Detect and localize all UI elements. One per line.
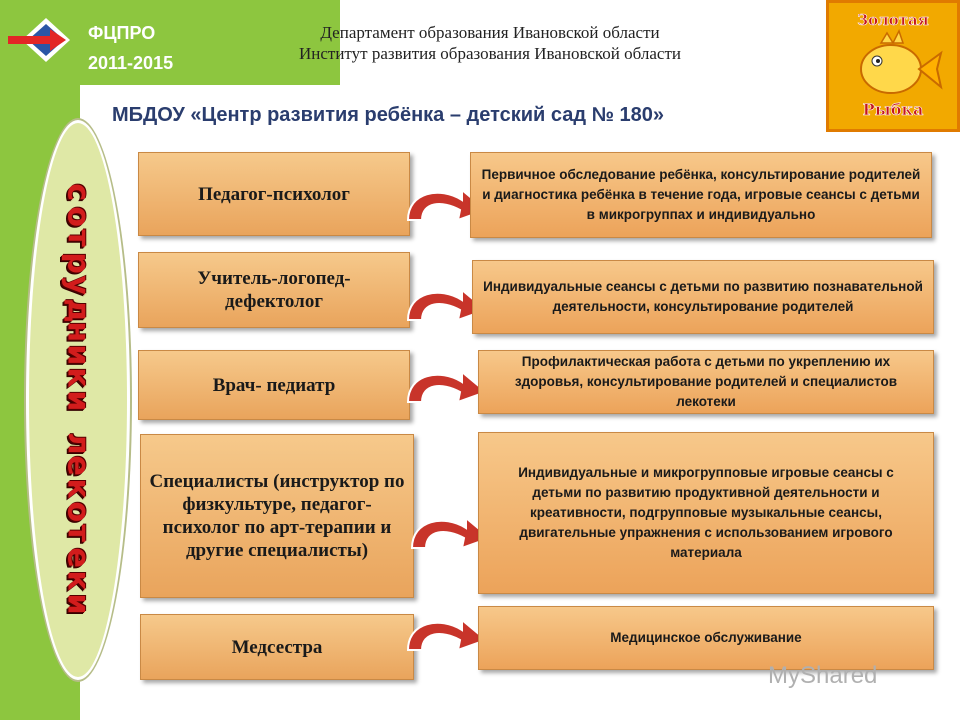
role-box-psychologist: Педагог-психолог (138, 152, 410, 236)
vertical-letter: р (60, 252, 96, 274)
department-line: Департамент образования Ивановской области (320, 23, 660, 42)
description-specialists: Индивидуальные и микрогрупповые игровые сеансы с детьми по развитию продуктивной деятельности и креативности, подгрупповые музыкальные сеансы, двигательные упражнения с использованием игрового материала (478, 432, 934, 594)
vertical-letter: л (60, 432, 96, 455)
vertical-letter: с (60, 183, 96, 202)
department-header (210, 22, 770, 64)
vertical-letter: е (60, 547, 96, 568)
vertical-letter: и (60, 390, 96, 412)
fcpro-logo-icon (6, 16, 86, 64)
description-pediatrician: Профилактическая работа с детьми по укреплению их здоровья, консультирование родителей и специалистов лекотеки (478, 350, 934, 414)
description-speech-therapist: Индивидуальные сеансы с детьми по развитию познавательной деятельности, консультирование родителей (472, 260, 934, 334)
vertical-letter: к (60, 367, 96, 388)
vertical-letter: и (60, 593, 96, 615)
institute-line: Институт развития образования Ивановской области (298, 44, 681, 63)
vertical-word-lekoteka (60, 432, 96, 616)
badge-text-bottom: Рыбка (862, 100, 924, 119)
vertical-letter: т (60, 524, 96, 542)
curved-arrow-icon (400, 610, 490, 656)
role-box-nurse: Медсестра (140, 614, 414, 680)
vertical-word-staff (60, 183, 96, 414)
vertical-letter: н (60, 321, 96, 343)
staff-oval (26, 120, 130, 680)
curved-arrow-icon (400, 362, 490, 408)
vertical-letter: и (60, 344, 96, 366)
program-years: 2011-2015 (88, 53, 174, 73)
page-title: МБДОУ «Центр развития ребёнка – детский сад № 180» (112, 104, 664, 126)
program-name: ФЦПРО (88, 23, 156, 43)
vertical-letter: у (60, 275, 96, 295)
vertical-letter: о (60, 501, 96, 523)
golden-fish-badge (826, 0, 960, 132)
vertical-heading (29, 123, 127, 677)
role-box-speech-therapist: Учитель-логопед-дефектолог (138, 252, 410, 328)
vertical-letter: о (60, 206, 96, 228)
program-label (88, 18, 173, 78)
description-nurse: Медицинское обслуживание (478, 606, 934, 670)
description-psychologist: Первичное обследование ребёнка, консультирование родителей и диагностика ребёнка в течение года, игровые сеансы с детьми в микрогруппах и индивидуально (470, 152, 932, 238)
role-box-pediatrician: Врач- педиатр (138, 350, 410, 420)
vertical-letter: е (60, 455, 96, 476)
role-box-specialists: Специалисты (инструктор по физкультуре, педагог-психолог по арт-терапии и другие специалисты) (140, 434, 414, 598)
watermark-text: MyShared (768, 662, 878, 689)
vertical-letter: т (60, 229, 96, 247)
vertical-letter: к (60, 478, 96, 499)
golden-fish-icon (829, 3, 957, 129)
badge-text-top: Золотая (857, 11, 929, 29)
vertical-letter: к (60, 570, 96, 591)
vertical-letter: д (60, 298, 96, 323)
